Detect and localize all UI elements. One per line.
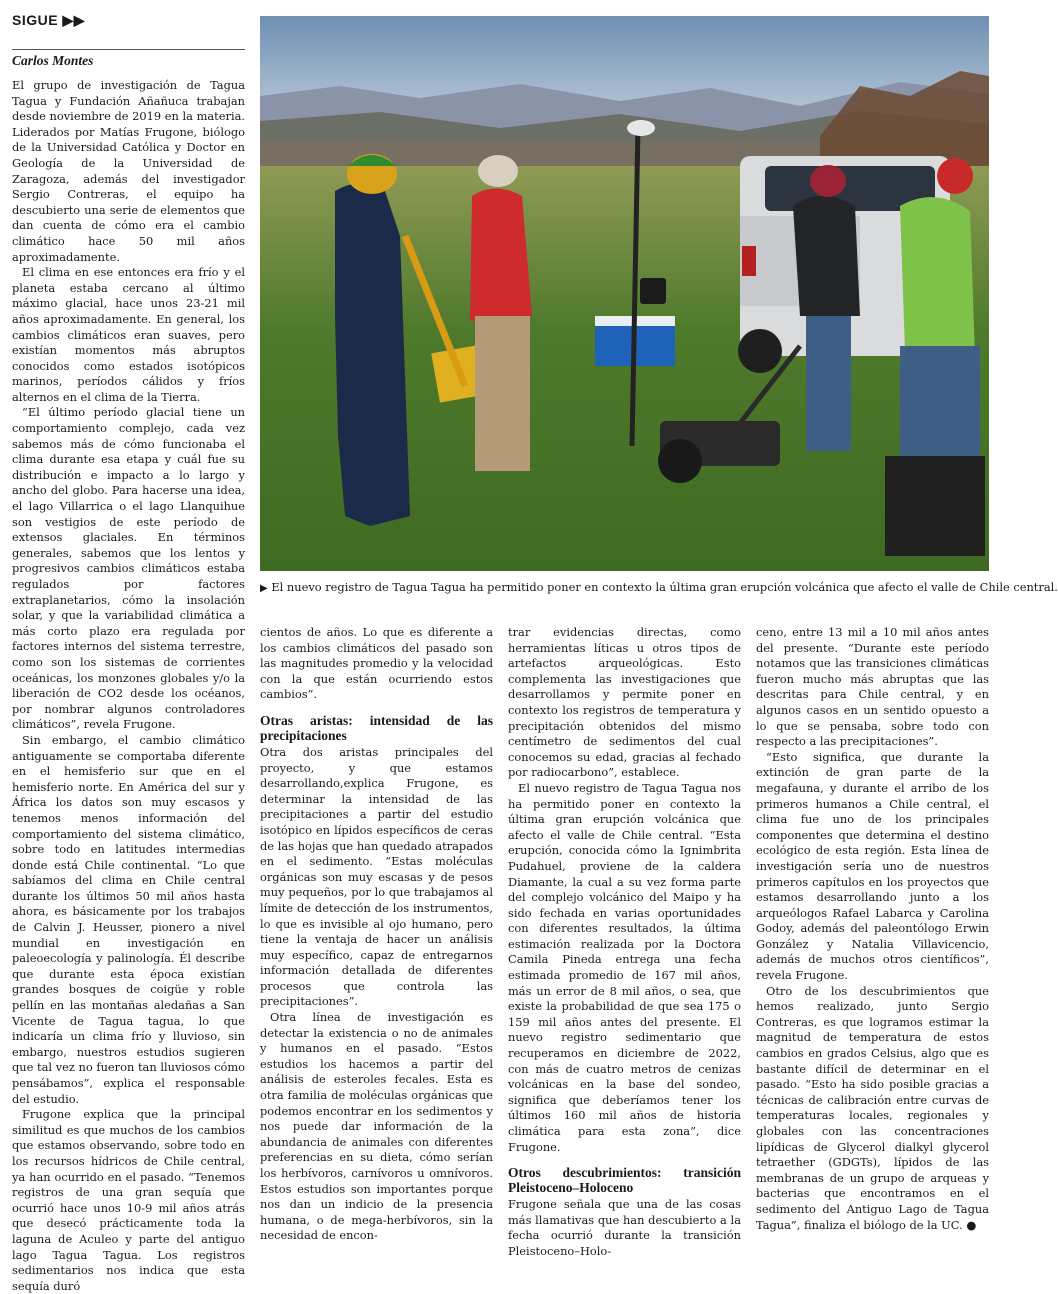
paragraph: El clima en ese entonces era frío y el planeta estaba cercano al último máximo glacial, hace unos 23-21 mil años aproximadamente. En general, los cambios climáticos eran suaves, pero existían momentos más abruptos conocidos como estados isotópicos marinos, períodos cálidos y fríos alternos en el clima de la Tierra. <box>12 265 245 404</box>
paragraph: El grupo de investigación de Tagua Tagua y Fundación Añañuca trabajan desde noviembre de 2019 en la materia. Liderados por Matías Frugone, biólogo de la Universidad Católica y Doctor en Geología de la Universidad de Zaragoza, además del investigador Sergio Contreras, el equipo ha descubierto una serie de elementos que dan cuenta de cómo era el cambio climático hace 50 mil años aproximadamente. <box>12 78 245 264</box>
paragraph: ceno, entre 13 mil a 10 mil años antes del presente. “Durante este período notamos que las transiciones climáticas fueron mucho más abruptas que las descritas para Chile central, y en algunos casos en un sentido opuesto a lo que se pensaba, sobre todo con respecto a las precipitaciones”. <box>756 625 989 749</box>
section-heading: Otras aristas: intensidad de las precipitaciones <box>260 712 493 743</box>
byline-author: Carlos Montes <box>12 53 94 68</box>
article-column-2 <box>260 625 493 1243</box>
paragraph: Frugone explica que la principal similitud es que muchos de los cambios que estamos observando, sobre todo en los recursos hídricos de Chile central, ya han ocurrido en el pasado. “Tenemos registros de una gran sequía que ocurrió hace unos 10-9 mil años atrás que desecó prácticamente toda la laguna de Aculeo y parte del antiguo lago Tagua Tagua. Los registros sedimentarios nos indica que esta sequía duró <box>12 1107 245 1293</box>
article-column-4 <box>756 625 989 1232</box>
article-column-3 <box>508 625 741 1258</box>
paragraph: Otra línea de investigación es detectar la existencia o no de animales y humanos en el pasado. “Estos estudios los hacemos a partir del análisis de esteroles fecales. Esta es otra familia de moléculas orgánicas que podemos encontrar en los sedimentos y nos puede dar información de la abundancia de animales con diferentes preferencias en su dieta, cómo serían los herbívoros, carnívoros u omnívoros. Estos estudios son importantes porque nos dan un indicio de la presencia humana, o de mega-herbívoros, sin la necesidad de encon- <box>260 1010 493 1243</box>
caption-text: El nuevo registro de Tagua Tagua ha permitido poner en contexto la última gran erupción volcánica que afecto el valle de Chile central. <box>271 580 1058 594</box>
field-research-photo-icon <box>260 16 989 571</box>
paragraph: trar evidencias directas, como herramientas líticas u otros tipos de artefactos arqueológicas. Esto complementa las investigaciones que desarrollamos y permite poner en contexto los registros de temperatura y precipitación obtenidos del mismo centímetro de sedimentos del cual conocemos su edad, gracias al fechado por radiocarbono”, establece. <box>508 625 741 780</box>
paragraph <box>756 984 989 1234</box>
paragraph: El nuevo registro de Tagua Tagua nos ha permitido poner en contexto la última gran erupción volcánica que afecto el valle de Chile central. “Esta erupción, conocida cómo la Ignimbrita Pudahuel, proviene de la caldera Diamante, la cual a su vez forma parte del complejo volcánico del Maipo y ha sido fechada en varias oportunidades con diferentes resultados, la última estimación realizada por la Doctora Camila Pineda entrega una fecha estimada promedio de 167 mil años, más un error de 8 mil años, o sea, que existe la probabilidad de que sea 175 o 159 mil años antes del presente. El nuevo registro sedimentario que recuperamos en diciembre de 2022, con más de cuatro metros de cenizas volcánicas en la base del sondeo, significa que deberíamos tener los últimos 160 mil años de historia climática para esta zona”, dice Frugone. <box>508 780 741 1154</box>
paragraph: Otra dos aristas principales del proyecto, y que estamos desarrollando,explica Frugone, es determinar la intensidad de las precipitaciones a partir del estudio isotópico en lípidos específicos de ceras de las hojas que han quedado atrapados en el sedimento. “Estas moléculas orgánicas son muy escasas y de pesos muy pequeños, por lo que trabajamos al límite de detección de los instrumentos, lo que es invisible al ojo humano, pero tiene la ventaja de hacer un análisis muy específico, capaz de entregarnos información detallada de diferentes procesos que controla las precipitaciones”. <box>260 744 493 1009</box>
paragraph: “Esto significa, que durante la extinción de gran parte de la megafauna, y durante el arribo de los primeros humanos a Chile central, el clima fue uno de los principales componentes que determina el destino ecológico de esta región. Esta línea de investigación sería uno de nuestros primeros capítulos en los proyectos que estamos desarrollando junto a los arqueólogos Rafael Labarca y Carolina Godoy, además del paleontólogo Erwin González y Natalia Villavicencio, además de muchos otros científicos”, revela Frugone. <box>756 749 989 983</box>
paragraph-text: Otro de los descubrimientos que hemos realizado, junto Sergio Contreras, es que logramos estimar la magnitud de temperatura de estos cambios en grados Celsius, algo que es bastante difícil de determinar en el pasado. “Esto ha sido posible gracias a técnicas de calibración entre curvas de temperaturas locales, regionales y globales con las concentraciones lipídicas de Glycerol dialkyl glycerol tetraether (GDGTs), lípidos de las membranas de un grupo de arqueas y bacterias que encontramos en el sedimento del Antiguo Lago de Tagua Tagua”, finaliza el biólogo de la UC. <box>756 983 989 1232</box>
paragraph: “El último período glacial tiene un comportamiento complejo, cada vez sabemos más de cómo funcionaba el clima durante esa etapa y cuál fue su distribución e impacto a lo largo y ancho del globo. Para hacerse una idea, el lago Villarrica o el lago Llanquihue son vestigios de este período de extensos glaciales. En términos generales, sabemos que los lentos y progresivos cambios climáticos estaba regulados por factores extraplanetarios, cómo la insolación solar, y que la variabilidad climática a más corto plazo era regulada por factores internos del sistema terrestre, como son los sistemas de corrientes oceánicas, los monzones globales y/o la liberación de CO2 desde los océanos, por nombrar algunos controladores climáticos”, revela Frugone. <box>12 405 245 732</box>
paragraph: Frugone señala que una de las cosas más llamativas que han descubierto a la fecha ocurrió durante la transición Pleistoceno–Holo- <box>508 1197 741 1258</box>
article-column-1 <box>12 78 245 1293</box>
paragraph: Sin embargo, el cambio climático antiguamente se comportaba diferente en el hemisferio sur que en el hemisferio norte. En América del sur y África los datos son muy escasos y tenemos menos información del comportamiento del sistema climático, sobre todo en latitudes intermedias donde está Chile continental. “Lo que sabíamos del clima en Chile central durante los últimos 50 mil años hasta ahora, es básicamente por los trabajos de Calvin J. Heusser, pionero a nivel mundial en investigación en paleoecología y palinología. Él describe que durante esta época existían grandes bosques de coigüe y roble pellín en las montañas aledañas a San Vicente de Tagua tagua, lo que indicaría un clima frío y lluvioso, sin embargo, nuestros estudios sugieren que tal vez no fueron tan lluviosos cómo pensábamos”, explica el responsable del estudio. <box>12 732 245 1106</box>
caption-marker-icon: ▶ <box>260 583 268 594</box>
continues-label: SIGUE ▶▶ <box>12 12 85 28</box>
photo-caption <box>260 580 1058 596</box>
paragraph: cientos de años. Lo que es diferente a los cambios climáticos del pasado son las magnitudes promedio y la velocidad con la que están ocurriendo estos cambios”. <box>260 625 493 702</box>
end-of-article-icon: ● <box>966 1217 977 1232</box>
field-research-photo <box>260 16 989 571</box>
byline-divider <box>12 49 245 50</box>
section-heading: Otros descubrimientos: transición Pleistoceno–Holoceno <box>508 1165 741 1196</box>
